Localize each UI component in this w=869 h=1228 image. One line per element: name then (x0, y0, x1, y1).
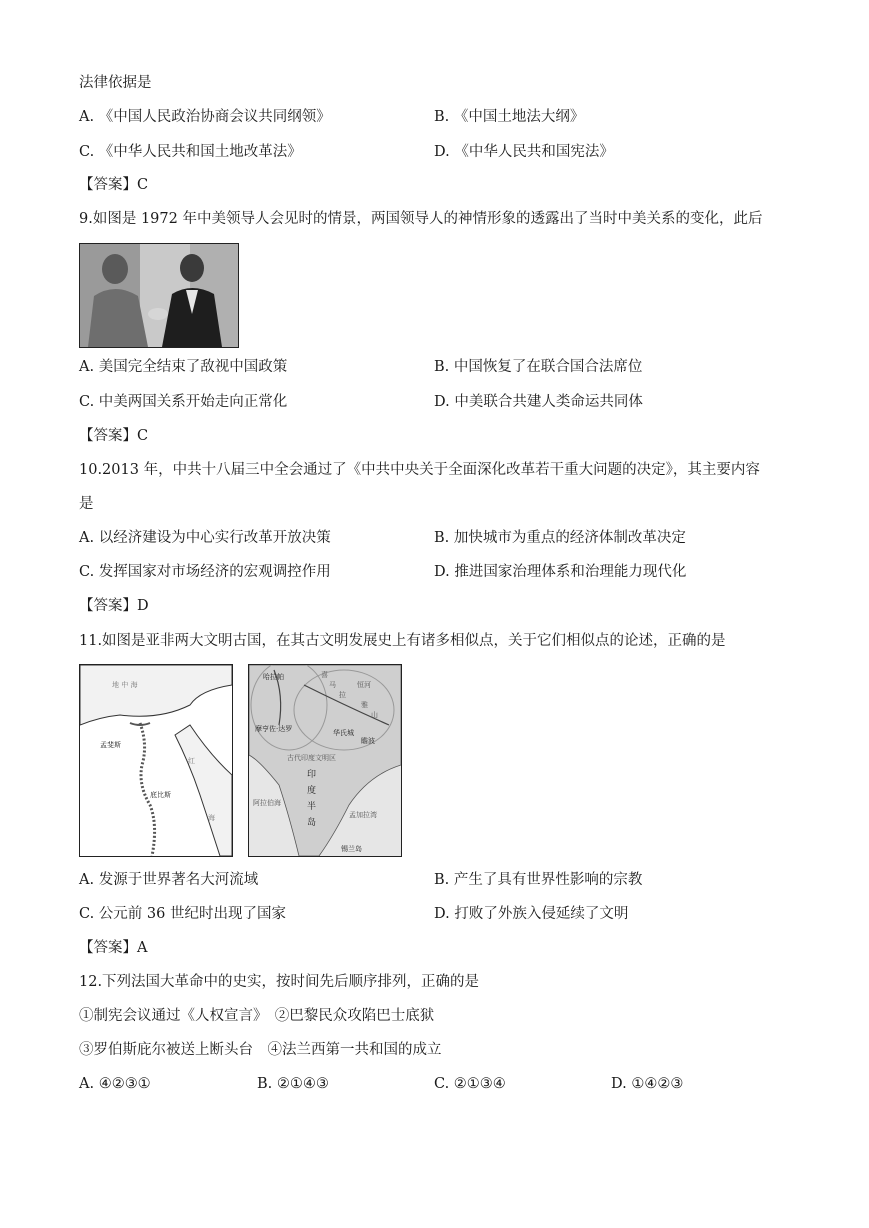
q8-option-d: D. 《中华人民共和国宪法》 (434, 144, 614, 160)
map2-zhanbo-label: 瞻波 (361, 737, 375, 745)
q10-stem-line1: 10.2013 年，中共十八届三中全会通过了《中共中央关于全面深化改革若干重大问题的决定》，其主要内容 (79, 462, 760, 478)
q12-option-c: C. ②①③④ (434, 1076, 506, 1092)
q8-option-b: B. 《中国土地法大纲》 (434, 109, 585, 125)
q10-option-d: D. 推进国家治理体系和治理能力现代化 (434, 564, 687, 580)
q11-option-c: C. 公元前 36 世纪时出现了国家 (79, 906, 286, 922)
india-map (249, 665, 401, 856)
egypt-map (80, 665, 232, 856)
map2-huashi-label: 华氏城 (333, 729, 354, 737)
q11-option-b: B. 产生了具有世界性影响的宗教 (434, 872, 643, 888)
map2-shan-label: 雅 (361, 701, 368, 709)
q12-option-b: B. ②①④③ (257, 1076, 329, 1092)
q10-option-a: A. 以经济建设为中心实行改革开放决策 (79, 530, 331, 546)
map1-sea-label: 地 中 海 (112, 681, 138, 689)
map2-la-label: 马 (329, 681, 336, 689)
q10-answer: 【答案】D (79, 598, 149, 614)
map2-arabian-label: 阿拉伯海 (253, 799, 281, 807)
map2-du-label: 度 (307, 786, 317, 796)
q12-option-d: D. ①④②③ (611, 1076, 684, 1092)
q9-stem: 9.如图是 1972 年中美领导人会见时的情景，两国领导人的神情形象的透露出了当时中美关系的变化，此后 (79, 211, 763, 227)
map2-dao-label: 岛 (307, 818, 317, 828)
map1-city2-label: 底比斯 (150, 791, 171, 799)
map1-sea2-label: 海 (208, 814, 215, 822)
q10-stem-line2: 是 (79, 496, 94, 512)
q11-option-d: D. 打败了外族入侵延续了文明 (434, 906, 629, 922)
q12-option-a: A. ④②③① (79, 1076, 151, 1092)
map1-red-label: 红 (188, 757, 195, 765)
q11-stem: 11.如图是亚非两大文明古国，在其古文明发展史上有诸多相似点，关于它们相似点的论述，正确的是 (79, 633, 726, 649)
q11-map-india (248, 664, 402, 857)
map2-yin-label: 印 (307, 770, 317, 780)
map2-ganges-label: 恒河 (357, 681, 371, 689)
q10-option-b: B. 加快城市为重点的经济体制改革决定 (434, 530, 686, 546)
q9-answer: 【答案】C (79, 428, 149, 444)
q8-option-a: A. 《中国人民政治协商会议共同纲领》 (79, 109, 331, 125)
q12-stem: 12.下列法国大革命中的史实，按时间先后顺序排列，正确的是 (79, 974, 480, 990)
map2-bengal-label: 孟加拉湾 (349, 811, 377, 819)
leaders-handshake-photo (80, 244, 238, 347)
map2-ya-label: 拉 (339, 691, 346, 699)
q9-option-a: A. 美国完全结束了敌视中国政策 (79, 359, 288, 375)
q9-option-d: D. 中美联合共建人类命运共同体 (434, 394, 643, 410)
q9-option-c: C. 中美两国关系开始走向正常化 (79, 394, 288, 410)
q11-map-egypt (79, 664, 233, 857)
q8-option-c: C. 《中华人民共和国土地改革法》 (79, 144, 302, 160)
map2-mohenjo-label: 摩亨佐·达罗 (255, 725, 293, 733)
q10-option-c: C. 发挥国家对市场经济的宏观调控作用 (79, 564, 331, 580)
q8-stem-tail: 法律依据是 (79, 75, 152, 91)
map2-shan2-label: 山 (371, 711, 378, 719)
q8-answer: 【答案】C (79, 177, 149, 193)
map2-lanka-label: 锡兰岛 (341, 845, 362, 853)
map2-hima-label: 喜 (321, 671, 328, 679)
q11-option-a: A. 发源于世界著名大河流域 (79, 872, 259, 888)
map2-harappa-label: 哈拉帕 (263, 673, 284, 681)
map2-indus-civ-label: 古代印度文明区 (287, 754, 336, 762)
q9-photo (79, 243, 239, 348)
q9-option-b: B. 中国恢复了在联合国合法席位 (434, 359, 643, 375)
q12-items-line2: ③罗伯斯庇尔被送上断头台 ④法兰西第一共和国的成立 (79, 1042, 442, 1058)
map1-city1-label: 孟斐斯 (100, 741, 121, 749)
q11-answer: 【答案】A (79, 940, 148, 956)
map2-ban-label: 半 (307, 802, 317, 812)
q12-items-line1: ①制宪会议通过《人权宣言》 ②巴黎民众攻陷巴士底狱 (79, 1008, 435, 1024)
